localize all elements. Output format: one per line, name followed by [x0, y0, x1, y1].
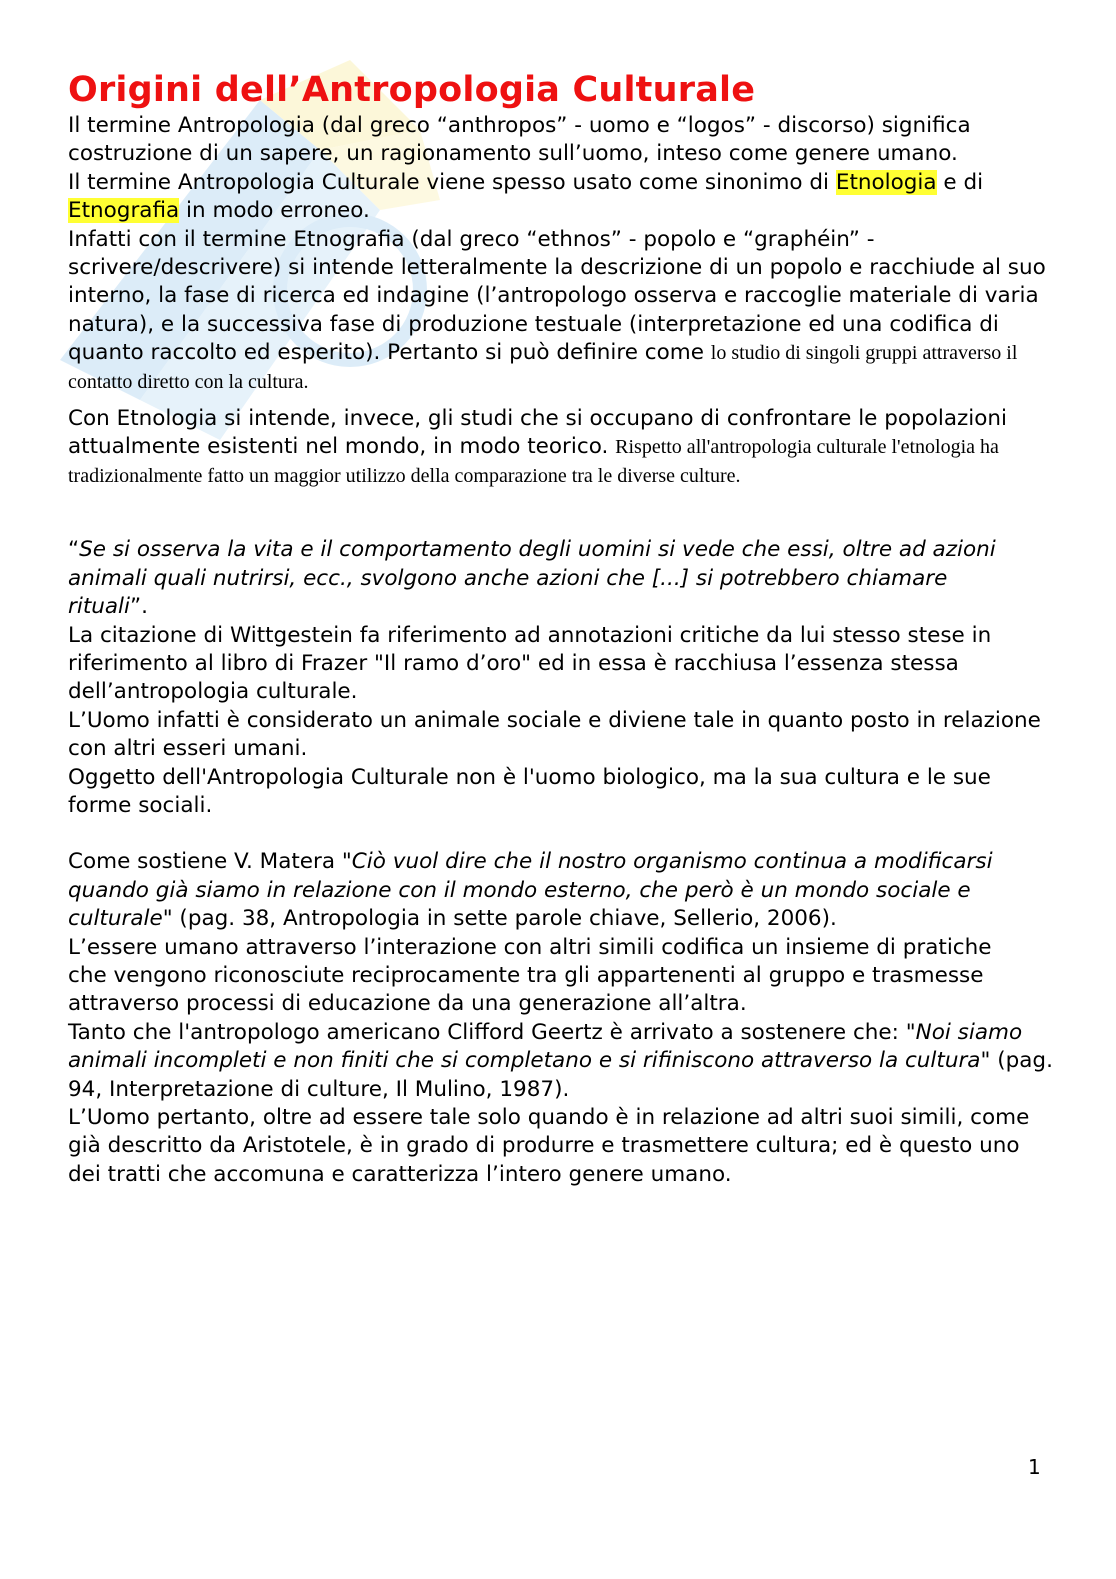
paragraph-matera: [68, 848, 1058, 933]
matera-quote-line-1: Ciò vuol dire che il nostro organismo continua a modificarsi: [351, 849, 993, 875]
quote-open-mark: “: [68, 537, 80, 563]
matera-reference: " (pag. 38, Antropologia in sette parole chiave, Sellerio, 2006).: [162, 906, 837, 932]
etnografia-serif-text: lo studio di singoli gruppi attraverso il contatto diretto con la cultura.: [68, 342, 1018, 393]
paragraph-wittgenstein-citation: La citazione di Wittgestein fa riferimento ad annotazioni critiche da lui stesso stese in riferimento al libro di Frazer "Il ramo d’oro" ed in essa è racchiusa l’essenza stessa dell’antropologia culturale.: [68, 622, 992, 705]
paragraph-etnologia: [68, 405, 1058, 490]
geertz-reference: " (pag. 94, Interpretazione di culture, Il Mulino, 1987).: [68, 1048, 1053, 1102]
highlight-etnografia: Etnografia: [68, 198, 180, 224]
etnologia-serif-text: Rispetto all'antropologia culturale l'etnologia ha tradizionalmente fatto un maggior utilizzo della comparazione tra le diverse culture.: [68, 436, 999, 487]
quote-line-1: Se si osserva la vita e il comportamento degli uomini si vede che essi, oltre ad azioni: [79, 537, 996, 563]
synonyms-lead: Il termine Antropologia Culturale viene spesso usato come sinonimo di: [68, 169, 836, 195]
geertz-quote: Noi siamo animali incompleti e non finiti che si completano e si rifiniscono attraverso la cultura: [68, 1019, 1023, 1074]
synonyms-tail: in modo erroneo.: [179, 198, 370, 224]
quote-line-2: animali quali nutrirsi, ecc., svolgono anche azioni che [...] si potrebbero chiamare: [68, 565, 948, 591]
quote-line-3: rituali: [68, 594, 130, 620]
paragraph-object: Oggetto dell'Antropologia Culturale non è l'uomo biologico, ma la sua cultura e le sue forme sociali.: [68, 764, 991, 818]
paragraph-geertz: [68, 1019, 1058, 1104]
document-body: [68, 68, 1058, 1189]
geertz-lead: Tanto che l'antropologo americano Clifford Geertz è arrivato a sostenere che: ": [68, 1019, 916, 1045]
page-number: 1: [1028, 1455, 1041, 1479]
etnografia-text: Infatti con il termine Etnografia (dal greco “ethnos” - popolo e “graphéin” -scrivere/descrivere) si intende letteralmente la descrizione di un popolo e racchiude al suo interno, la fase di ricerca ed indagine (l’antropologo osserva e raccoglie materiale di varia natura), e la successiva fase di produzione testuale (interpretazione ed una codifica di quanto raccolto ed esperito). Pertanto si può definire come: [68, 226, 1046, 366]
page-title: Origini dell’Antropologia Culturale: [68, 70, 756, 110]
paragraph-synonyms: [68, 169, 1058, 226]
paragraph-social-animal: L’Uomo infatti è considerato un animale sociale e diviene tale in quanto posto in relazione con altri esseri umani.: [68, 707, 1041, 762]
practices-line-2: che vengono riconosciute reciprocamente tra gli appartenenti al gruppo e trasmesse attraverso processi di educazione da una generazione all’altra.: [68, 962, 984, 1017]
paragraph-anthropology-definition: Il termine Antropologia (dal greco “anthropos” - uomo e “logos” - discorso) significa costruzione di un sapere, un ragionamento sull’uomo, inteso come genere umano.: [68, 113, 971, 167]
quote-close-mark: ”.: [130, 594, 148, 620]
paragraph-etnografia: [68, 226, 1058, 396]
practices-line-1: L’essere umano attraverso l’interazione con altri simili codifica un insieme di pratiche: [68, 934, 992, 960]
paragraph-conclusion: L’Uomo pertanto, oltre ad essere tale solo quando è in relazione ad altri suoi simili, come già descritto da Aristotele, è in grado di produrre e trasmettere cultura; ed è questo uno dei tratti che accomuna e caratterizza l’intero genere umano.: [68, 1105, 1030, 1187]
matera-quote-line-2: quando già siamo in relazione con il mondo esterno, che però è un mondo sociale e: [68, 877, 971, 903]
matera-quote-line-3: culturale: [68, 906, 163, 932]
wittgenstein-quote: [68, 536, 1058, 621]
synonyms-mid: e di: [936, 169, 984, 195]
matera-lead: Come sostiene V. Matera ": [68, 849, 352, 875]
etnologia-text: Con Etnologia si intende, invece, gli studi che si occupano di confrontare le popolazioni attualmente esistenti nel mondo, in modo teorico.: [68, 406, 1008, 460]
highlight-etnologia: Etnologia: [835, 169, 937, 195]
paragraph-human-practices: [68, 934, 1058, 1019]
